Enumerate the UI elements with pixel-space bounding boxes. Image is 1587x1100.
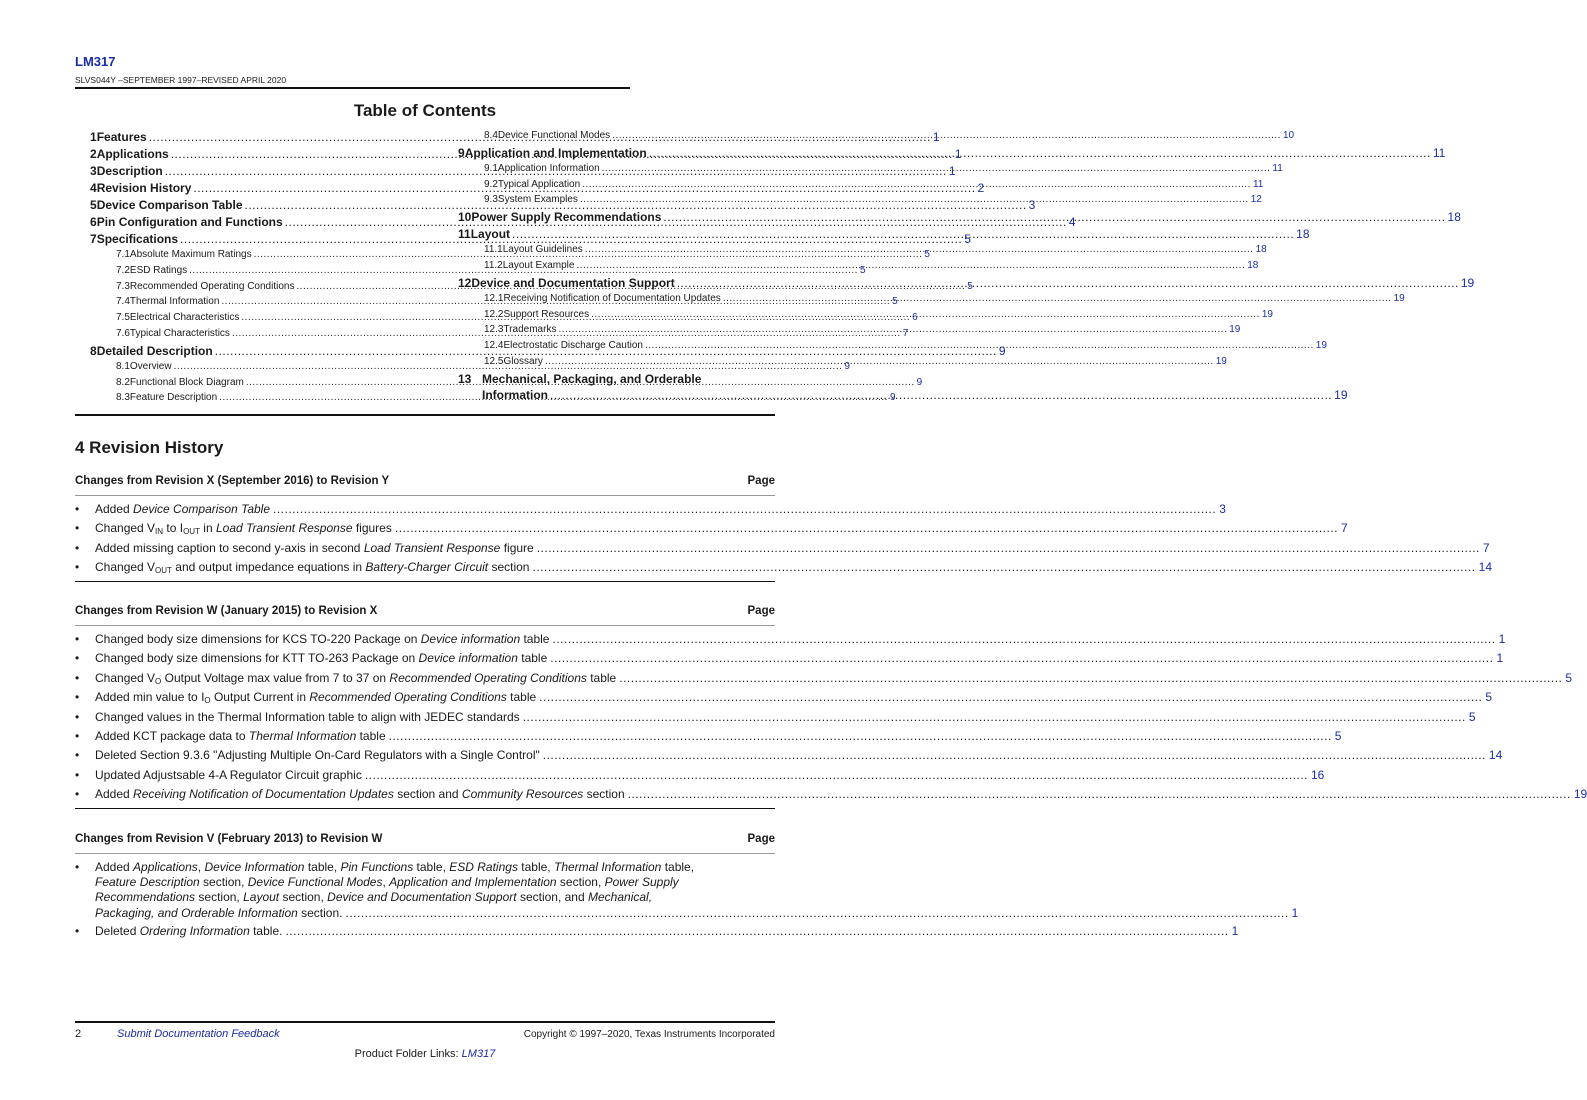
toc-entry[interactable] bbox=[458, 130, 1295, 146]
leader-dots bbox=[285, 924, 1228, 938]
revision-item-page[interactable]: 7 bbox=[1482, 540, 1490, 555]
revision-item-page[interactable]: 1 bbox=[1231, 923, 1239, 938]
revision-item bbox=[75, 923, 1239, 943]
revision-item-text: Added missing caption to second y-axis in second Load Transient Response figure bbox=[95, 540, 534, 555]
feedback-link[interactable]: Submit Documentation Feedback bbox=[117, 1028, 280, 1040]
toc-leader-dots bbox=[580, 194, 1249, 205]
revision-item-page[interactable]: 14 bbox=[1488, 748, 1503, 763]
toc-entry-page[interactable]: 1 bbox=[948, 164, 956, 178]
revision-bottom-rule bbox=[75, 808, 775, 810]
revision-item-page[interactable]: 5 bbox=[1334, 728, 1342, 743]
toc-entry-number: 10 bbox=[458, 210, 472, 225]
toc-entry-number: 8.1 bbox=[116, 360, 130, 372]
toc-entry[interactable] bbox=[458, 145, 1446, 163]
page-column-label: Page bbox=[747, 833, 775, 845]
toc-entry-page[interactable]: 19 bbox=[1215, 355, 1227, 367]
toc-entry-page[interactable]: 10 bbox=[1282, 130, 1295, 141]
toc-leader-dots bbox=[663, 210, 1445, 224]
leader-dots bbox=[628, 787, 1571, 801]
leader-dots bbox=[539, 690, 1482, 704]
toc-entry-number: 12.1 bbox=[484, 292, 504, 304]
toc-leader-dots bbox=[591, 309, 1260, 320]
leader-dots bbox=[395, 521, 1338, 535]
toc-entry-page[interactable]: 19 bbox=[1261, 308, 1273, 320]
revision-item-text: Changed $V_O$ Output Voltage max value from 7 to 37 on Recommended Operating Conditions table bbox=[95, 670, 617, 686]
toc-entry-number: 5 bbox=[90, 198, 97, 212]
revision-block bbox=[75, 475, 1493, 582]
leader-dots bbox=[389, 729, 1332, 743]
toc-entry-number: 9.2 bbox=[484, 178, 498, 190]
revision-item-page[interactable]: 5 bbox=[1468, 709, 1476, 724]
toc-entry-number: 12.4 bbox=[484, 340, 504, 352]
toc-entry-page[interactable]: 19 bbox=[1315, 340, 1327, 352]
toc-leader-dots bbox=[612, 130, 1281, 141]
toc-entry-label: Receiving Notification of Documentation Updates bbox=[503, 292, 721, 304]
revision-header-rule bbox=[75, 495, 775, 496]
revision-item bbox=[75, 521, 1348, 540]
toc-entry-page[interactable]: 7 bbox=[902, 327, 909, 339]
toc-entry-number: 2 bbox=[90, 147, 97, 161]
toc-entry-page[interactable]: 6 bbox=[912, 312, 918, 324]
toc-entry-number: 12.5 bbox=[484, 355, 504, 367]
toc-leader-dots bbox=[645, 340, 1314, 351]
toc-entry-number: 7.3 bbox=[116, 280, 130, 292]
toc-entry-number: 11.1 bbox=[484, 244, 503, 256]
revision-item bbox=[75, 632, 1506, 651]
revision-item-text: Added Device Comparison Table bbox=[95, 502, 271, 516]
toc-entry-number: 8 bbox=[90, 343, 97, 358]
bullet: • bbox=[75, 923, 80, 938]
toc-entry-number: 11 bbox=[458, 227, 471, 242]
revision-item bbox=[75, 748, 1503, 767]
toc-entry-number: 8.2 bbox=[116, 376, 130, 388]
toc-entry[interactable] bbox=[458, 244, 1267, 260]
toc-entry-label: Thermal Information bbox=[129, 296, 220, 308]
toc-entry-line bbox=[458, 387, 1348, 405]
bullet: • bbox=[75, 728, 80, 743]
product-folder-link[interactable]: LM317 bbox=[461, 1048, 496, 1060]
revision-header bbox=[75, 833, 775, 849]
toc-entry-label: Layout Example bbox=[502, 259, 575, 271]
toc-entry-label: Overview bbox=[129, 360, 172, 372]
bullet: • bbox=[75, 670, 80, 685]
revision-item-text: Changed $V_{OUT}$ and output impedance equations in Battery-Charger Circuit section bbox=[95, 560, 530, 576]
toc-entry[interactable] bbox=[458, 292, 1405, 309]
toc-title: Table of Contents bbox=[353, 101, 497, 120]
revision-item-page[interactable]: 1 bbox=[1498, 632, 1506, 646]
toc-entry-number: 1 bbox=[90, 130, 97, 144]
toc-entry-page[interactable]: 2 bbox=[977, 181, 985, 195]
toc-entry-number: 12.3 bbox=[484, 324, 504, 336]
product-folder-label: Product Folder Links: bbox=[354, 1048, 462, 1060]
toc-entry-page[interactable]: 18 bbox=[1255, 244, 1267, 256]
revision-title: Changes from Revision X (September 2016) to Revision Y bbox=[75, 475, 390, 487]
toc-entry-label: Absolute Maximum Ratings bbox=[129, 249, 252, 260]
bullet: • bbox=[75, 767, 80, 782]
revision-item-page[interactable]: 1 bbox=[1291, 905, 1299, 920]
toc-entry[interactable] bbox=[458, 227, 1310, 244]
toc-entry-label: Layout Guidelines bbox=[502, 244, 583, 256]
toc-entry-label: Typical Application bbox=[497, 178, 581, 190]
revision-item-page[interactable]: 1 bbox=[1496, 651, 1504, 666]
leader-dots bbox=[346, 906, 1289, 921]
product-folder-links bbox=[0, 1048, 850, 1060]
toc-entry-number: 13 bbox=[458, 371, 472, 386]
toc-leader-dots bbox=[558, 324, 1227, 335]
toc-entry-page[interactable]: 19 bbox=[1393, 292, 1405, 304]
toc-entry-label: Pin Configuration and Functions bbox=[96, 215, 283, 229]
revision-header-rule bbox=[75, 853, 775, 854]
toc-entry[interactable] bbox=[458, 275, 1475, 293]
revision-item-page[interactable]: 3 bbox=[1219, 502, 1226, 516]
bullet: • bbox=[75, 560, 80, 575]
toc-entry-label: Applications bbox=[96, 147, 169, 161]
revision-item-line-text: Packaging, and Orderable Information section. bbox=[95, 905, 343, 920]
header-rule bbox=[75, 87, 630, 89]
toc-entry-label: Information bbox=[482, 387, 548, 402]
revision-title: Changes from Revision V (February 2013) to Revision W bbox=[75, 833, 383, 845]
revision-item bbox=[75, 860, 1299, 921]
toc-entry-page[interactable]: 4 bbox=[1068, 215, 1076, 229]
toc-entry-label: Specifications bbox=[96, 232, 179, 246]
leader-dots bbox=[365, 768, 1308, 782]
toc-entry-label: Support Resources bbox=[503, 308, 590, 320]
leader-dots bbox=[543, 748, 1486, 762]
revision-item bbox=[75, 502, 1226, 521]
toc-entry-number: 7.2 bbox=[116, 264, 130, 276]
revision-bottom-rule bbox=[75, 581, 775, 583]
toc-entry-label: Layout bbox=[470, 227, 511, 242]
revision-item-page[interactable]: 14 bbox=[1478, 560, 1493, 575]
toc-entry[interactable] bbox=[458, 210, 1461, 227]
toc-entry-number: 9.1 bbox=[484, 162, 498, 174]
toc-entry-number: 7.5 bbox=[116, 312, 130, 324]
toc-entry[interactable] bbox=[458, 259, 1259, 276]
toc-entry-number: 9 bbox=[458, 145, 465, 160]
toc-bottom-rule bbox=[75, 414, 775, 416]
toc-entry-label: Electrical Characteristics bbox=[129, 312, 240, 324]
toc-entry-label: Features bbox=[96, 130, 147, 144]
toc-entry-page[interactable]: 1 bbox=[954, 147, 962, 161]
toc-entry-number: 7 bbox=[90, 232, 97, 246]
toc-entry[interactable] bbox=[458, 162, 1283, 179]
toc-leader-dots bbox=[512, 227, 1294, 241]
toc-entry-label: Trademarks bbox=[503, 324, 557, 336]
toc-entry-label: Feature Description bbox=[129, 392, 218, 404]
toc-entry-page[interactable]: 11 bbox=[1272, 162, 1283, 174]
toc-entry-page[interactable]: 5 bbox=[892, 296, 898, 308]
revision-item bbox=[75, 670, 1573, 690]
leader-dots bbox=[619, 671, 1562, 685]
revision-item-line bbox=[95, 906, 1298, 921]
revision-item-text: Added Receiving Notification of Documentation Updates section and Community Resources section bbox=[95, 787, 625, 802]
revision-item-text: Changed $V_{IN}$ to $I_{OUT}$ in Load Transient Response figures bbox=[95, 521, 392, 537]
toc-entry-number: 4 bbox=[90, 181, 97, 195]
toc-leader-dots bbox=[576, 260, 1245, 271]
toc-entry-number: 11.2 bbox=[484, 259, 503, 271]
revision-title: Changes from Revision W (January 2015) to Revision X bbox=[75, 605, 378, 617]
toc-entry[interactable] bbox=[458, 308, 1273, 325]
revision-item-line: Feature Description section, Device Functional Modes, Application and Implementation section, Power Supply bbox=[95, 875, 679, 890]
toc-leader-dots bbox=[550, 388, 1332, 402]
toc-entry-label: Application Information bbox=[497, 162, 600, 174]
toc-entry-label: Functional Block Diagram bbox=[129, 376, 244, 388]
leader-dots bbox=[523, 710, 1466, 724]
toc-entry[interactable] bbox=[458, 178, 1264, 195]
bullet: • bbox=[75, 651, 80, 666]
toc-entry-label: Detailed Description bbox=[96, 343, 213, 358]
toc-entry-line bbox=[458, 372, 775, 388]
revision-block bbox=[75, 833, 1299, 943]
toc-entry-label: Device Comparison Table bbox=[96, 198, 243, 212]
toc-leader-dots bbox=[602, 163, 1271, 174]
leader-dots bbox=[552, 632, 1495, 646]
page-number: 2 bbox=[75, 1028, 82, 1040]
bullet: • bbox=[75, 502, 80, 516]
bullet: • bbox=[75, 540, 80, 555]
revision-block bbox=[75, 605, 1587, 809]
toc-entry-number: 8.3 bbox=[116, 392, 130, 404]
toc-leader-dots bbox=[582, 179, 1251, 190]
revision-item-text: Updated Adjustsable 4-A Regulator Circuit graphic bbox=[95, 767, 362, 782]
toc-leader-dots bbox=[585, 244, 1254, 255]
revision-item-text: Added min value to $I_O$ Output Current in Recommended Operating Conditions table bbox=[95, 690, 537, 706]
toc-leader-dots bbox=[649, 146, 1431, 160]
toc-entry-page[interactable]: 18 bbox=[1247, 259, 1259, 271]
toc-leader-dots bbox=[545, 356, 1214, 367]
toc-entry-label: Glossary bbox=[503, 355, 543, 367]
toc-entry-page[interactable]: 5 bbox=[924, 249, 930, 260]
bullet: • bbox=[75, 690, 80, 705]
toc-entry-page[interactable]: 9 bbox=[916, 376, 923, 388]
page-column-label: Page bbox=[747, 475, 775, 487]
bullet: • bbox=[75, 860, 80, 874]
toc-entry-number: 12 bbox=[458, 275, 472, 290]
toc-entry-page[interactable]: 5 bbox=[859, 264, 866, 276]
revision-header bbox=[75, 475, 775, 491]
toc-right-column bbox=[458, 130, 1475, 405]
toc-leader-dots bbox=[723, 293, 1392, 304]
toc-entry-number: 12.2 bbox=[484, 308, 504, 320]
toc-entry[interactable] bbox=[458, 355, 1227, 372]
toc-entry-label: Typical Characteristics bbox=[129, 327, 230, 339]
toc-entry-label: Description bbox=[96, 164, 163, 178]
footer-rule bbox=[75, 1021, 775, 1023]
leader-dots bbox=[273, 502, 1216, 516]
toc-entry-page[interactable]: 19 bbox=[1229, 324, 1241, 336]
bullet: • bbox=[75, 521, 80, 536]
toc-entry-page[interactable]: 18 bbox=[1296, 227, 1310, 242]
revision-header bbox=[75, 605, 775, 621]
toc-entry-label: ESD Ratings bbox=[129, 264, 188, 276]
revision-item-page[interactable]: 7 bbox=[1341, 521, 1348, 536]
toc-entry-label: Device Functional Modes bbox=[497, 130, 611, 141]
toc-entry-number: 6 bbox=[90, 215, 97, 229]
toc-entry-number: 9.3 bbox=[484, 194, 498, 206]
toc-entry-label: Electrostatic Discharge Caution bbox=[503, 340, 643, 352]
revision-item-text: Changed values in the Thermal Information table to align with JEDEC standards bbox=[95, 709, 520, 724]
toc-entry-page[interactable]: 9 bbox=[889, 392, 896, 404]
toc-entry-label: Revision History bbox=[96, 181, 192, 195]
bullet: • bbox=[75, 748, 80, 763]
toc-entry-label: Application and Implementation bbox=[464, 145, 647, 160]
toc-entry-page[interactable]: 5 bbox=[964, 232, 971, 246]
revision-item-page[interactable]: 16 bbox=[1311, 767, 1325, 782]
bullet: • bbox=[75, 787, 80, 802]
toc-entry-page[interactable]: 9 bbox=[844, 360, 850, 372]
toc-entry-label: Device and Documentation Support bbox=[471, 275, 675, 290]
toc-entry-number: 3 bbox=[90, 164, 97, 178]
bullet: • bbox=[75, 709, 80, 724]
part-number-title: LM317 bbox=[75, 54, 116, 69]
revision-item-page[interactable]: 5 bbox=[1485, 690, 1493, 705]
revision-item bbox=[75, 560, 1493, 579]
toc-entry-page[interactable]: 5 bbox=[967, 280, 973, 292]
revision-item-page[interactable]: 5 bbox=[1565, 670, 1573, 685]
toc-entry-label: System Examples bbox=[497, 194, 578, 206]
toc-entry-page[interactable]: 19 bbox=[1334, 387, 1348, 402]
toc-entry-label: Recommended Operating Conditions bbox=[129, 280, 295, 292]
revision-item bbox=[75, 787, 1587, 806]
revision-item bbox=[75, 767, 1325, 787]
leader-dots bbox=[537, 541, 1480, 555]
toc-entry[interactable] bbox=[458, 340, 1327, 356]
toc-entry[interactable] bbox=[458, 324, 1241, 340]
toc-entry-page[interactable]: 1 bbox=[932, 130, 940, 144]
revision-item bbox=[75, 540, 1490, 560]
toc-entry-page[interactable]: 11 bbox=[1252, 178, 1264, 190]
revision-header-rule bbox=[75, 625, 775, 626]
toc-entry-number: 7.4 bbox=[116, 296, 130, 308]
revision-item-text: Deleted Section 9.3.6 "Adjusting Multiple On-Card Regulators with a Single Control" bbox=[95, 748, 540, 763]
revision-item bbox=[75, 690, 1493, 709]
toc-entry-number: 7.6 bbox=[116, 327, 130, 339]
revision-item-text: Changed body size dimensions for KTT TO-263 Package on Device information table bbox=[95, 651, 548, 666]
revision-item-page[interactable]: 19 bbox=[1573, 787, 1587, 802]
toc-entry-number: 7.1 bbox=[116, 249, 130, 260]
toc-entry-page[interactable]: 3 bbox=[1028, 198, 1036, 212]
toc-entry[interactable] bbox=[458, 194, 1262, 210]
leader-dots bbox=[532, 560, 1475, 574]
revision-item-line: Recommendations section, Layout section, Device and Documentation Support section, and Mechanical, bbox=[95, 890, 653, 905]
revision-item bbox=[75, 728, 1342, 748]
toc-entry[interactable] bbox=[458, 371, 1348, 405]
revision-item bbox=[75, 651, 1504, 670]
document-info: SLVS044Y –SEPTEMBER 1997–REVISED APRIL 2020 bbox=[75, 75, 287, 85]
revision-item-line: Added Applications, Device Information table, Pin Functions table, ESD Ratings table, Thermal Information table, bbox=[95, 860, 695, 874]
page-column-label: Page bbox=[747, 605, 775, 617]
toc-leader-dots bbox=[677, 276, 1459, 290]
toc-entry-page[interactable]: 12 bbox=[1250, 194, 1262, 206]
toc-entry-page[interactable]: 19 bbox=[1460, 275, 1475, 290]
revision-item bbox=[75, 709, 1476, 729]
section-title: 4 Revision History bbox=[75, 438, 224, 457]
bullet: • bbox=[75, 632, 80, 646]
revision-item-text: Deleted Ordering Information table. bbox=[95, 923, 283, 938]
toc-entry-number: 8.4 bbox=[484, 130, 498, 141]
toc-entry-page[interactable]: 11 bbox=[1432, 145, 1446, 160]
revision-item-text bbox=[95, 860, 1298, 921]
revision-item-text: Added KCT package data to Thermal Information table bbox=[95, 728, 386, 743]
revision-item-text: Changed body size dimensions for KCS TO-220 Package on Device information table bbox=[95, 632, 550, 646]
toc-entry-label: Mechanical, Packaging, and Orderable bbox=[482, 371, 702, 386]
toc-entry-page[interactable]: 9 bbox=[998, 343, 1006, 358]
leader-dots bbox=[550, 651, 1493, 665]
toc-entry-label: Power Supply Recommendations bbox=[471, 210, 662, 225]
toc-entry-page[interactable]: 18 bbox=[1447, 210, 1461, 225]
copyright: Copyright © 1997–2020, Texas Instruments Incorporated bbox=[523, 1029, 775, 1040]
